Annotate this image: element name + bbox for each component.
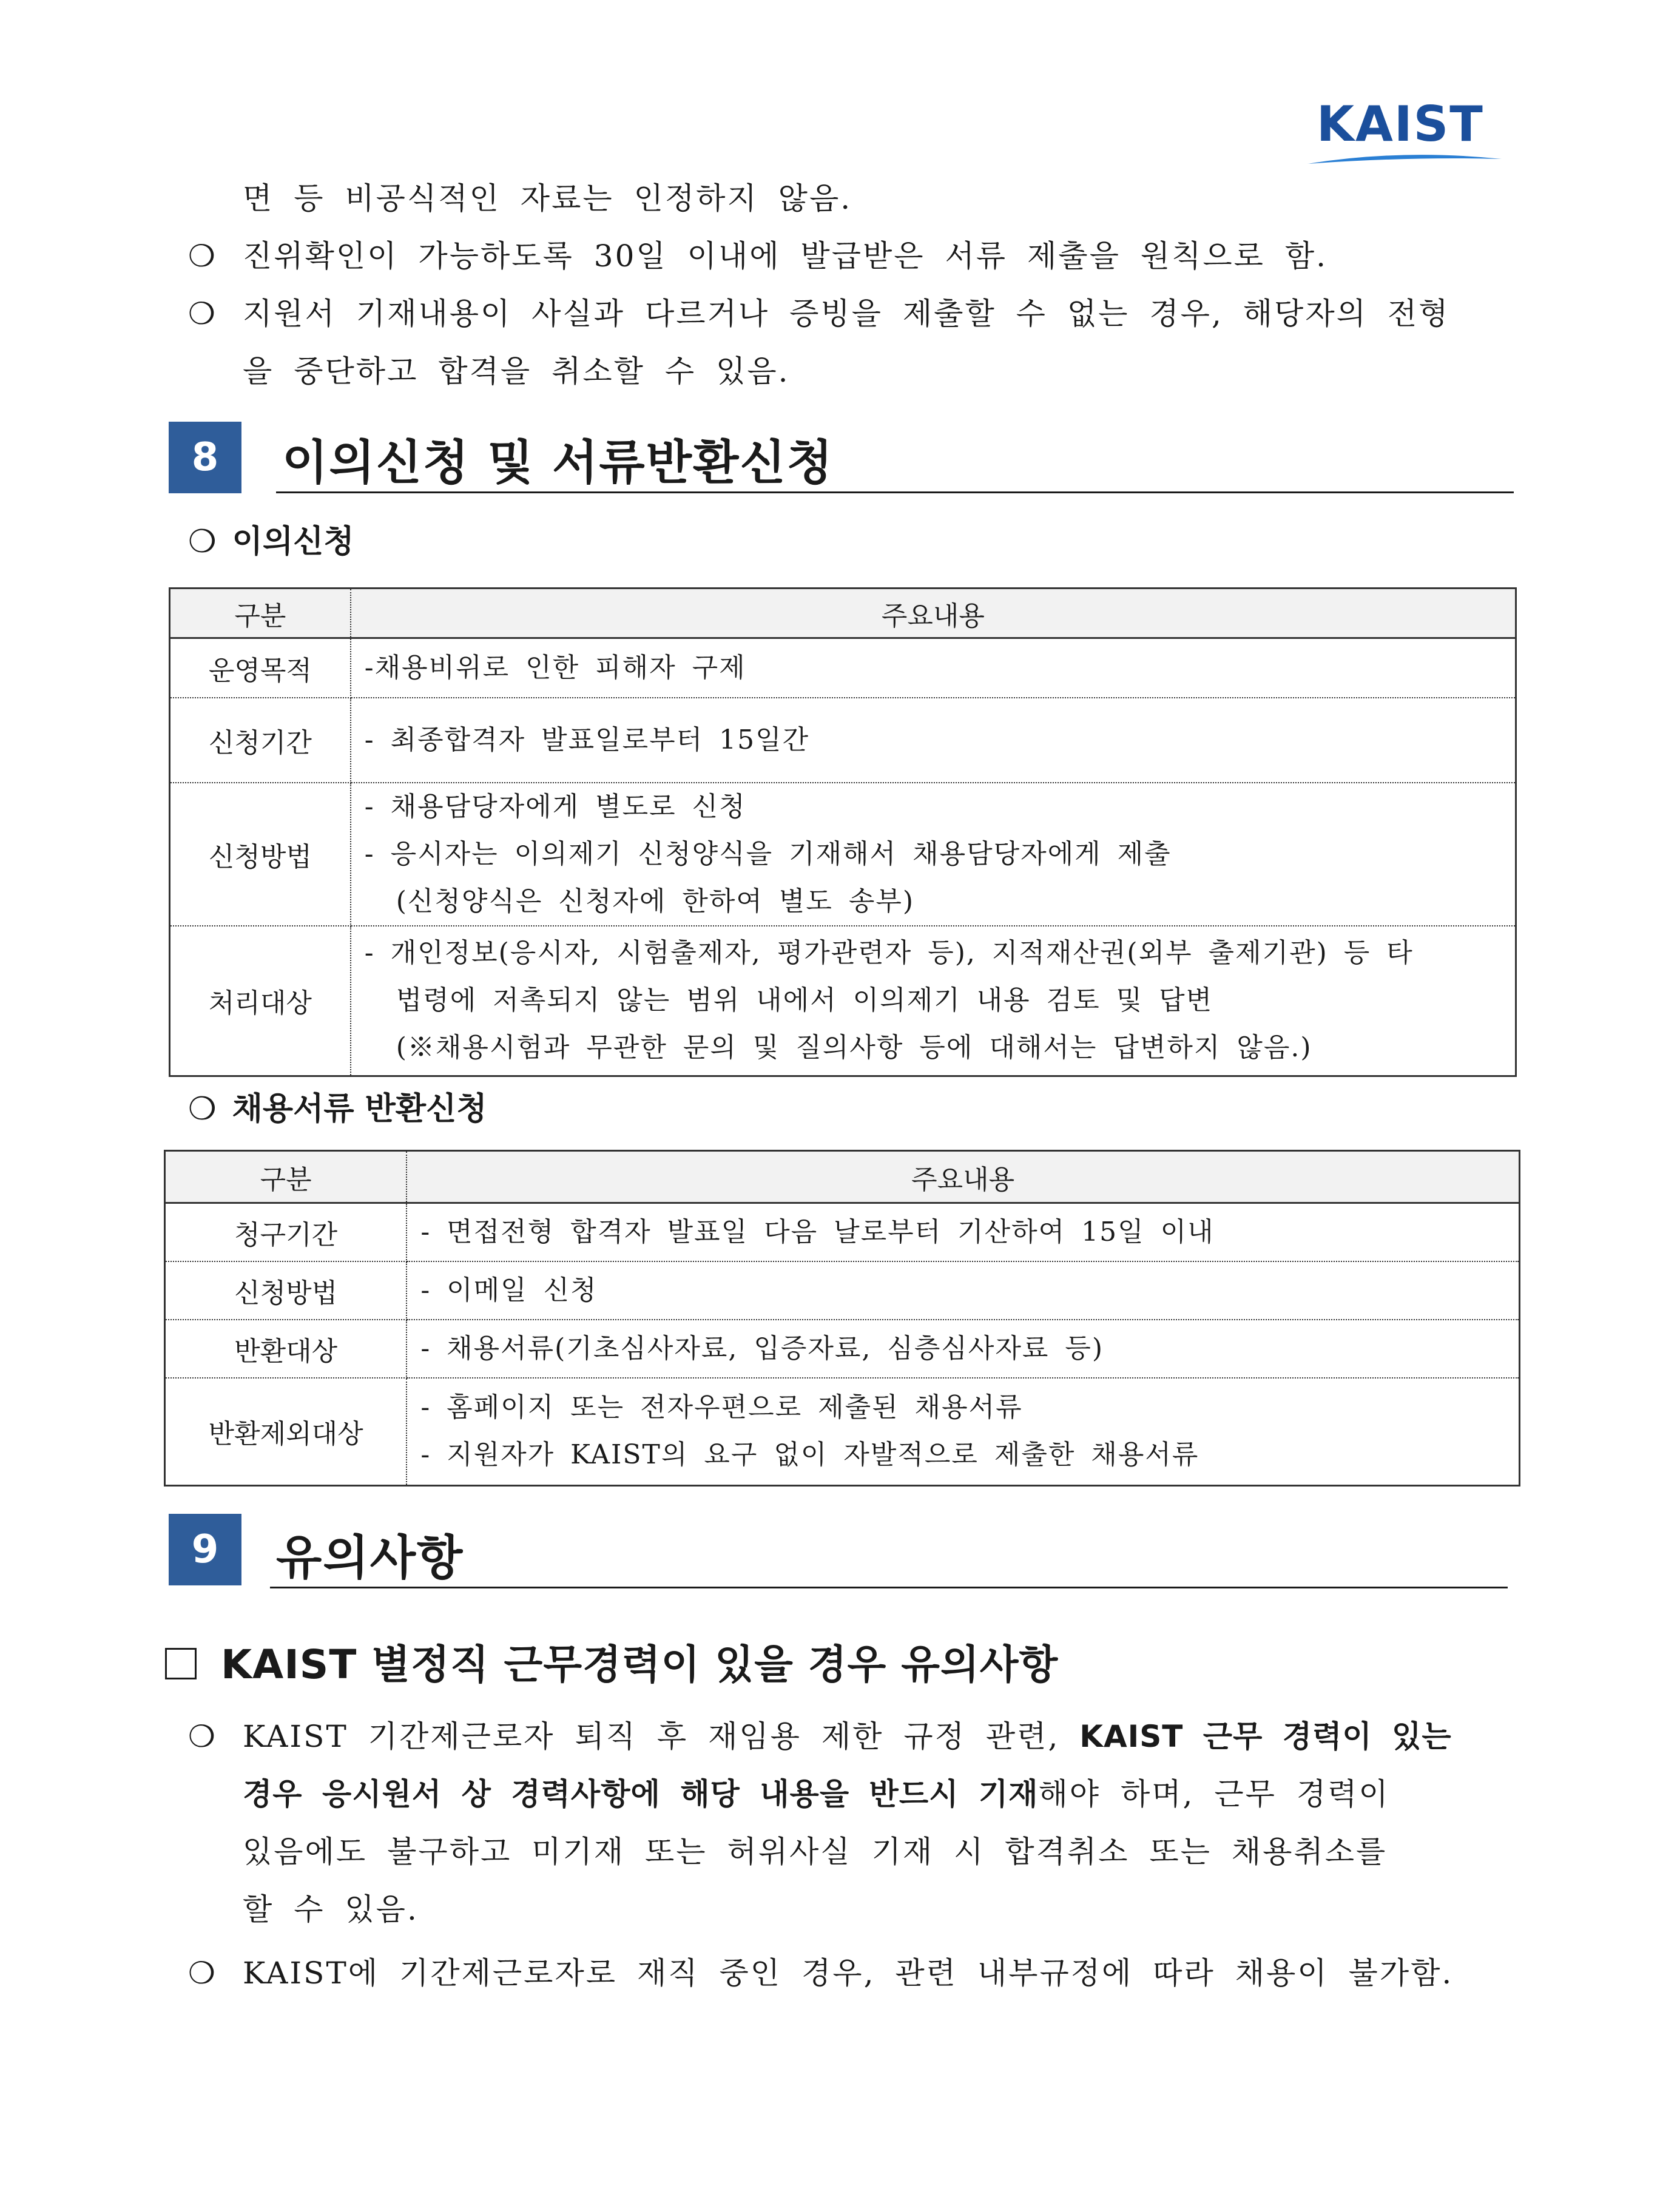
section-9-number: 9 (169, 1514, 241, 1585)
notice-line-2-bold: 경우 응시원서 상 경력사항에 해당 내용을 반드시 기재 (243, 1777, 1039, 1812)
row-label: 신청방법 (165, 1261, 407, 1320)
table-header-category: 구분 (170, 589, 351, 638)
notice-line-2-text: 해야 하며, 근무 경력이 (1038, 1777, 1390, 1812)
row-line: - 지원자가 KAIST의 요구 없이 자발적으로 제출한 채용서류 (420, 1439, 1199, 1471)
row-label: 반환제외대상 (165, 1378, 407, 1486)
subheading-document-return-text: 채용서류 반환신청 (232, 1091, 487, 1127)
row-line: - 최종합격자 발표일로부터 15일간 (364, 724, 810, 755)
row-line: - 개인정보(응시자, 시험출제자, 평가관련자 등), 지적재산권(외부 출제기관) 등 타 (364, 937, 1414, 969)
table-header-content: 주요내용 (407, 1151, 1519, 1203)
notice-line-4: 할 수 있음. (243, 1892, 419, 1927)
intro-line-3a: 지원서 기재내용이 사실과 다르거나 증빙을 제출할 수 없는 경우, 해당자의 전형 (243, 296, 1450, 331)
notice-line-1 (243, 1708, 1452, 1766)
table-row (170, 783, 1516, 926)
row-label: 신청기간 (170, 698, 351, 783)
notice-line-1-text: KAIST 기간제근로자 퇴직 후 재임용 제한 규정 관련, (243, 1719, 1080, 1754)
row-line: - 채용담당자에게 별도로 신청 (364, 791, 746, 822)
section-8-number: 8 (169, 422, 241, 493)
bullet-icon: ❍ (188, 524, 217, 560)
notice-heading-text: KAIST 별정직 근무경력이 있을 경우 유의사항 (221, 1641, 1059, 1688)
document-return-table (164, 1150, 1520, 1487)
table-row (170, 698, 1516, 783)
notice-line-3: 있음에도 불구하고 미기재 또는 허위사실 기재 시 합격취소 또는 채용취소를 (243, 1834, 1388, 1869)
row-content (407, 1378, 1519, 1486)
row-content (407, 1203, 1519, 1261)
row-line: - 채용서류(기초심사자료, 입증자료, 심층심사자료 등) (420, 1332, 1104, 1364)
row-label: 신청방법 (170, 783, 351, 926)
subheading-document-return (188, 1083, 487, 1129)
notice-heading (165, 1632, 1058, 1690)
row-content (351, 926, 1516, 1076)
row-content (407, 1261, 1519, 1320)
table-header-content: 주요내용 (351, 589, 1516, 638)
table-row (165, 1203, 1520, 1261)
subheading-objection (188, 516, 354, 561)
section-9-title: 유의사항 (276, 1531, 464, 1585)
row-label: 청구기간 (165, 1203, 407, 1261)
checkbox-square-icon (165, 1648, 197, 1679)
row-content (351, 783, 1516, 926)
intro-line-1: 면 등 비공식적인 자료는 인정하지 않음. (243, 181, 852, 216)
table-row (165, 1261, 1520, 1320)
table-header-row (170, 589, 1516, 638)
row-line: - 홈페이지 또는 전자우편으로 제출된 채용서류 (420, 1392, 1023, 1423)
bullet-icon: ❍ (188, 1719, 215, 1754)
bullet-icon: ❍ (188, 1091, 217, 1127)
table-header-category: 구분 (165, 1151, 407, 1203)
intro-line-2: 진위확인이 가능하도록 30일 이내에 발급받은 서류 제출을 원칙으로 함. (243, 238, 1328, 274)
row-line: - 응시자는 이의제기 신청양식을 기재해서 채용담당자에게 제출 (364, 838, 1172, 869)
row-line: - 이메일 신청 (420, 1274, 598, 1306)
row-line: (※채용시험과 무관한 문의 및 질의사항 등에 대해서는 답변하지 않음.) (364, 1032, 1312, 1064)
table-row (165, 1378, 1520, 1486)
table-row (165, 1320, 1520, 1378)
section-8-title: 이의신청 및 서류반환신청 (282, 436, 834, 490)
logo-swoosh-icon (1304, 146, 1505, 176)
kaist-logo (1304, 97, 1505, 170)
row-label: 반환대상 (165, 1320, 407, 1378)
intro-line-3b: 을 중단하고 합격을 취소할 수 있음. (243, 354, 790, 389)
row-line: 법령에 저촉되지 않는 범위 내에서 이의제기 내용 검토 및 답변 (364, 985, 1213, 1016)
bullet-icon: ❍ (188, 1956, 215, 1991)
table-row (170, 638, 1516, 698)
bullet-icon: ❍ (188, 296, 215, 331)
table-header-row (165, 1151, 1520, 1203)
notice-line-2 (243, 1766, 1390, 1823)
row-content (351, 638, 1516, 698)
row-label: 처리대상 (170, 926, 351, 1076)
row-line: -채용비위로 인한 피해자 구제 (364, 652, 746, 683)
objection-table (169, 587, 1517, 1077)
notice-line-5: KAIST에 기간제근로자로 재직 중인 경우, 관련 내부규정에 따라 채용이 불가함. (243, 1956, 1454, 1991)
section-9-underline (270, 1587, 1508, 1588)
row-content (351, 698, 1516, 783)
subheading-objection-text: 이의신청 (232, 524, 354, 560)
row-line: (신청양식은 신청자에 한하여 별도 송부) (364, 885, 915, 917)
kaist-logo-text: KAIST (1317, 96, 1484, 152)
row-line: - 면접전형 합격자 발표일 다음 날로부터 기산하여 15일 이내 (420, 1216, 1215, 1247)
table-row (170, 926, 1516, 1076)
row-content (407, 1320, 1519, 1378)
section-8-underline (276, 491, 1514, 493)
notice-line-1-bold: KAIST 근무 경력이 있는 (1079, 1719, 1452, 1754)
row-label: 운영목적 (170, 638, 351, 698)
bullet-icon: ❍ (188, 238, 215, 274)
